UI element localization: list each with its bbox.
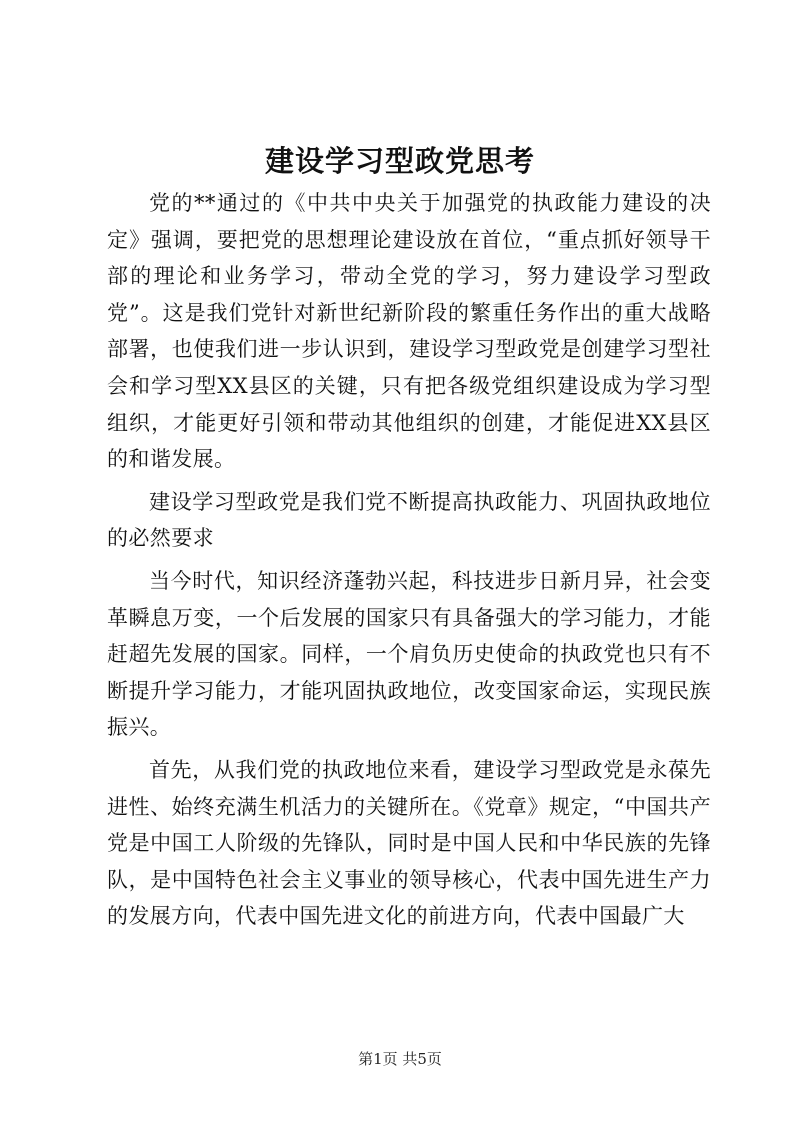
section-heading: 建设学习型政党是我们党不断提高执政能力、巩固执政地位的必然要求 bbox=[107, 489, 711, 551]
document-body bbox=[107, 185, 711, 941]
paragraph-intro: 党的**通过的《中共中央关于加强党的执政能力建设的决定》强调，要把党的思想理论建设放在首位，“重点抓好领导干部的理论和业务学习，带动全党的学习，努力建设学习型政党”。这是我们党针对新世纪新阶段的繁重任务作出的重大战略部署，也使我们进一步认识到，建设学习型政党是创建学习型社会和学习型XX县区的关键，只有把各级党组织建设成为学习型组织，才能更好引领和带动其他组织的创建，才能促进XX县区的和谐发展。 bbox=[107, 191, 711, 472]
document-title: 建设学习型政党思考 bbox=[264, 144, 535, 178]
paragraph-era: 当今时代，知识经济蓬勃兴起，科技进步日新月异，社会变革瞬息万变，一个后发展的国家只有具备强大的学习能力，才能赶超先发展的国家。同样，一个肩负历史使命的执政党也只有不断提升学习能力，才能巩固执政地位，改变国家命运，实现民族振兴。 bbox=[107, 568, 711, 740]
paragraph-first-point: 首先，从我们党的执政地位来看，建设学习型政党是永葆先进性、始终充满生机活力的关键所在。《党章》规定，“中国共产党是中国工人阶级的先锋队，同时是中国人民和中华民族的先锋队，是中国特色社会主义事业的领导核心，代表中国先进生产力的发展方向，代表中国先进文化的前进方向，代表中国最广大 bbox=[107, 757, 711, 929]
page-footer: 第1页 共5页 bbox=[358, 1050, 442, 1068]
